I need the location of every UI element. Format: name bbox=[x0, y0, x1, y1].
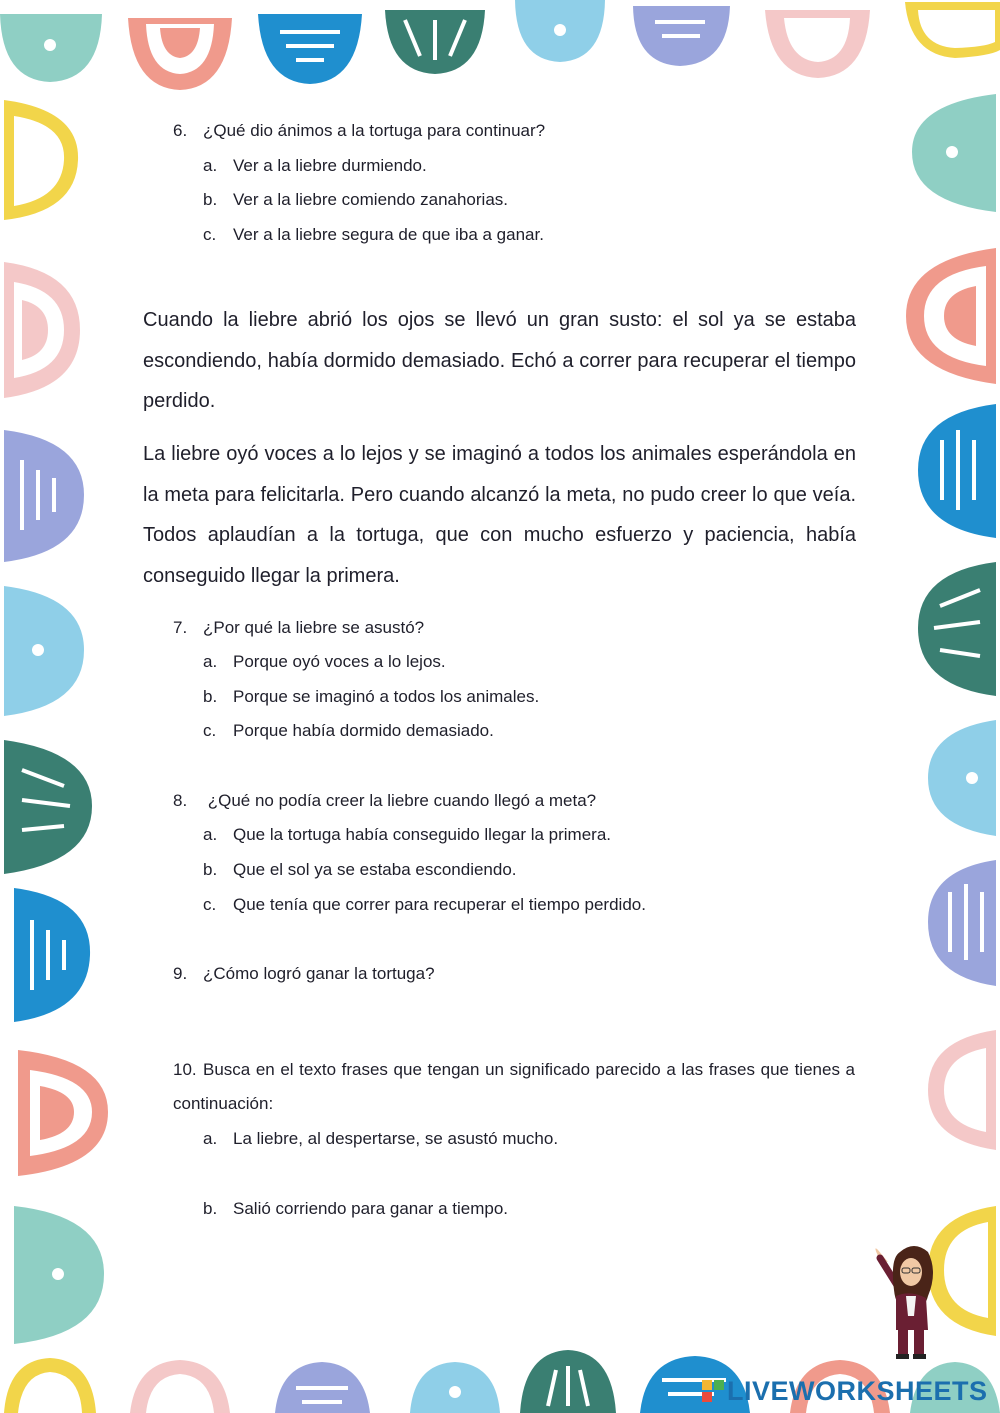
story-paragraph-2: La liebre oyó voces a lo lejos y se imaginó a todos los animales esperándola en la meta para felicitarla. Pero cuando alcanzó la meta, no pudo creer lo que veía. Todos aplaudían a la tortuga, que con mucho esfuerzo y paciencia, había conseguido llegar la primera. bbox=[143, 443, 856, 587]
option-letter: b. bbox=[203, 860, 218, 879]
question-number: 6. bbox=[173, 121, 188, 140]
question-10-option-a[interactable] bbox=[203, 1129, 558, 1149]
option-text: Salió corriendo para ganar a tiempo. bbox=[233, 1199, 508, 1218]
question-8-option-a[interactable] bbox=[203, 825, 611, 845]
question-text: Busca en el texto frases que tengan un significado parecido a las frases que tienes a continuación: bbox=[173, 1060, 855, 1113]
option-text: Ver a la liebre durmiendo. bbox=[233, 156, 427, 175]
option-letter: b. bbox=[203, 1199, 218, 1218]
logo-text: LIVEWORKSHEETS bbox=[727, 1376, 988, 1406]
option-text: Ver a la liebre comiendo zanahorias. bbox=[233, 190, 508, 209]
question-6-option-a[interactable] bbox=[203, 156, 427, 176]
question-7 bbox=[173, 618, 424, 638]
liveworksheets-logo-icon bbox=[702, 1380, 724, 1402]
question-7-option-c[interactable] bbox=[203, 721, 494, 741]
question-7-option-b[interactable] bbox=[203, 687, 539, 707]
option-letter: c. bbox=[203, 895, 217, 914]
question-6-option-b[interactable] bbox=[203, 190, 508, 210]
question-9 bbox=[173, 964, 435, 984]
question-number: 10. bbox=[173, 1060, 197, 1079]
question-text: ¿Qué dio ánimos a la tortuga para continuar? bbox=[203, 121, 546, 140]
option-text: Que la tortuga había conseguido llegar la primera. bbox=[233, 825, 612, 844]
option-text: Porque se imaginó a todos los animales. bbox=[233, 687, 540, 706]
option-letter: c. bbox=[203, 721, 217, 740]
option-letter: b. bbox=[203, 687, 218, 706]
question-10-option-b[interactable] bbox=[203, 1199, 508, 1219]
option-letter: a. bbox=[203, 825, 218, 844]
question-8-option-b[interactable] bbox=[203, 860, 517, 880]
question-text: ¿Qué no podía creer la liebre cuando llegó a meta? bbox=[203, 791, 597, 810]
question-7-option-a[interactable] bbox=[203, 652, 446, 672]
option-text: Que tenía que correr para recuperar el tiempo perdido. bbox=[233, 895, 646, 914]
option-text: La liebre, al despertarse, se asustó mucho. bbox=[233, 1129, 559, 1148]
option-letter: a. bbox=[203, 652, 218, 671]
story-paragraph-1: Cuando la liebre abrió los ojos se llevó un gran susto: el sol ya se estaba escondiendo, había dormido demasiado. Echó a correr para recuperar el tiempo perdido. bbox=[143, 309, 856, 412]
liveworksheets-logo[interactable] bbox=[702, 1376, 988, 1407]
option-text: Que el sol ya se estaba escondiendo. bbox=[233, 860, 517, 879]
option-letter: b. bbox=[203, 190, 218, 209]
question-8-option-c[interactable] bbox=[203, 895, 646, 915]
question-10 bbox=[173, 1053, 855, 1121]
option-text: Ver a la liebre segura de que iba a ganar. bbox=[233, 225, 544, 244]
option-letter: a. bbox=[203, 156, 218, 175]
question-text: ¿Por qué la liebre se asustó? bbox=[203, 618, 425, 637]
question-6-option-c[interactable] bbox=[203, 225, 544, 245]
option-text: Porque había dormido demasiado. bbox=[233, 721, 494, 740]
option-text: Porque oyó voces a lo lejos. bbox=[233, 652, 446, 671]
question-8 bbox=[173, 791, 596, 811]
question-number: 9. bbox=[173, 964, 188, 983]
option-letter: c. bbox=[203, 225, 217, 244]
question-number: 7. bbox=[173, 618, 188, 637]
option-letter: a. bbox=[203, 1129, 218, 1148]
question-number: 8. bbox=[173, 791, 188, 810]
question-text: ¿Cómo logró ganar la tortuga? bbox=[203, 964, 435, 983]
question-6 bbox=[173, 121, 545, 141]
